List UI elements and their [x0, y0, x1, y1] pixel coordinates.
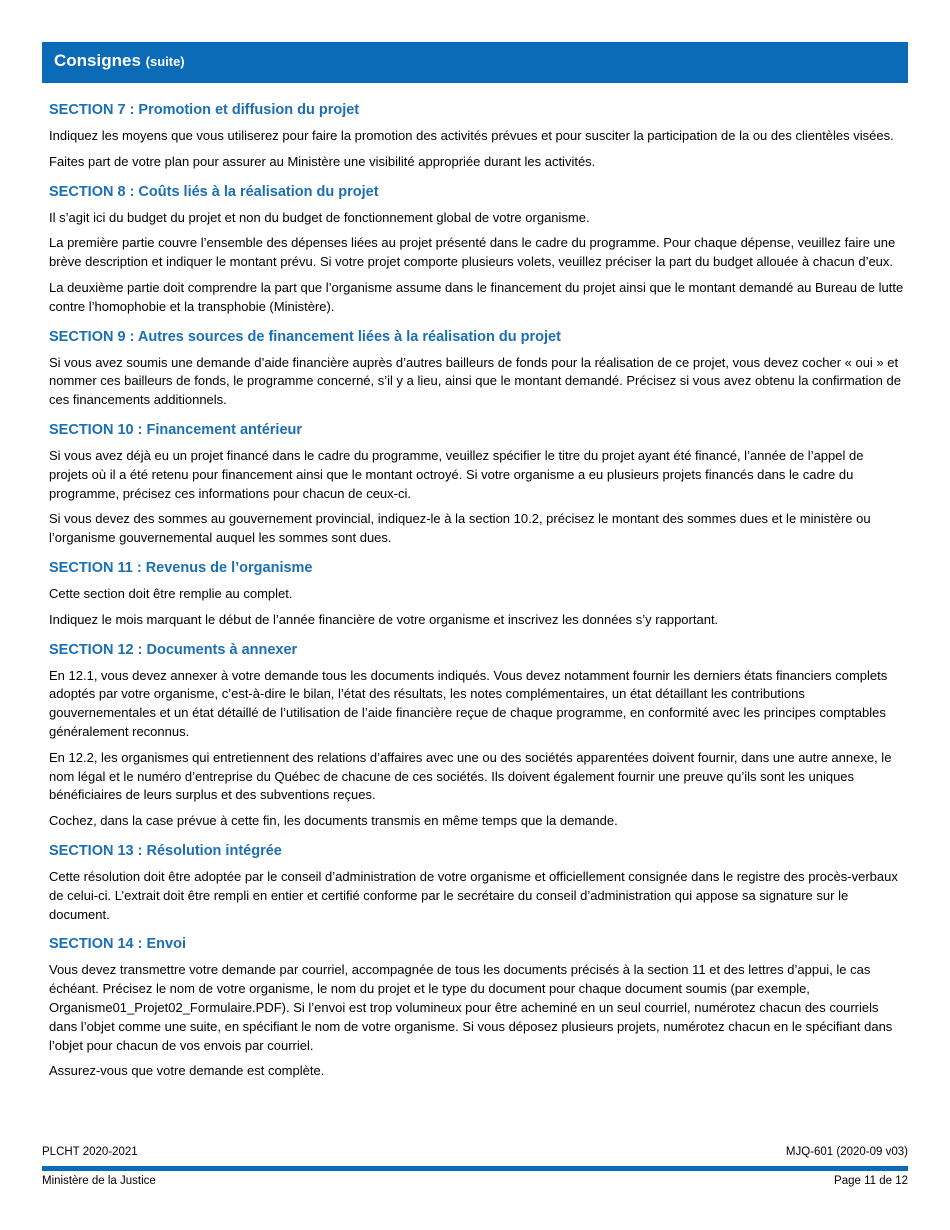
section-14 — [49, 934, 905, 1081]
section-7 — [49, 100, 905, 172]
section-heading: SECTION 7 : Promotion et diffusion du projet — [49, 102, 360, 118]
section-paragraph: Assurez-vous que votre demande est complète. — [49, 1063, 325, 1079]
section-paragraph: Cochez, dans la case prévue à cette fin, les documents transmis en même temps que la demande. — [49, 813, 618, 829]
section-paragraph: La deuxième partie doit comprendre la part que l’organisme assume dans le financement du projet ainsi que le montant demandé au Bureau de lutte contre l’homophobie et la transphobie (Ministère). — [49, 279, 904, 314]
section-heading: SECTION 9 : Autres sources de financement liées à la réalisation du projet — [49, 328, 561, 345]
section-paragraph: Faites part de votre plan pour assurer au Ministère une visibilité appropriée durant les activités. — [49, 153, 596, 169]
section-paragraph: Si vous devez des sommes au gouvernement provincial, indiquez-le à la section 10.2, précisez le montant des sommes dues et le ministère ou l’organisme gouvernemental auquel les sommes sont dues. — [49, 511, 871, 546]
section-paragraph: Cette section doit être remplie au complet. — [49, 585, 293, 601]
footer-ministry: Ministère de la Justice — [42, 1175, 156, 1187]
section-paragraph: Indiquez les moyens que vous utiliserez pour faire la promotion des activités prévues et pour susciter la participation de la ou des clientèles visées. — [49, 128, 894, 143]
section-paragraph: Cette résolution doit être adoptée par le conseil d’administration de votre organisme et officiellement consignée dans le registre des procès-verbaux de celui-ci. L’extrait doit être rempli en entier et certifié conforme par le secrétaire du conseil d’administration qui appose sa signature sur le document. — [49, 868, 898, 922]
section-9 — [49, 327, 905, 410]
page-banner — [42, 42, 908, 83]
banner-title-suffix: (suite) — [145, 54, 185, 69]
section-12 — [49, 640, 905, 831]
section-paragraph: En 12.2, les organismes qui entretiennent des relations d’affaires avec une ou des sociétés apparentées doivent fournir, dans une autre annexe, le nom légal et le numéro d’entreprise du Québec de chacune de ces sociétés. Ils doivent également fournir une preuve qu’ils sont les uniques bénéficiaires de leurs surplus et des subventions reçues. — [49, 749, 892, 803]
section-8 — [49, 182, 905, 317]
section-paragraph: La première partie couvre l’ensemble des dépenses liées au projet présenté dans le cadre du programme. Pour chaque dépense, veuillez faire une brève description et indiquer le montant prévu. Si votre projet comporte plusieurs volets, veuillez préciser la part du budget allouée à chacun d’eux. — [49, 235, 896, 270]
section-paragraph: Indiquez le mois marquant le début de l’année financière de votre organisme et inscrivez les données s’y rapportant. — [49, 611, 719, 627]
footer-page-number: Page 11 de 12 — [834, 1175, 908, 1187]
section-11 — [49, 558, 905, 630]
footer-rule — [42, 1166, 908, 1171]
section-heading: SECTION 13 : Résolution intégrée — [49, 842, 282, 859]
banner-title-text: Consignes — [54, 51, 141, 70]
section-paragraph: En 12.1, vous devez annexer à votre demande tous les documents indiqués. Vous devez notamment fournir les derniers états financiers complets adoptés par votre organisme, c’est-à-dire le bilan, l’état des résultats, les notes complémentaires, un état détaillant les contributions gouvernementales et un état détaillé de l’utilisation de l’aide financière reçue de chaque programme, en conformité avec les principes comptables généralement reconnus. — [49, 667, 888, 739]
section-10 — [49, 420, 905, 548]
section-heading: SECTION 11 : Revenus de l’organisme — [49, 559, 313, 576]
section-paragraph: Vous devez transmettre votre demande par courriel, accompagnée de tous les documents précisés à la section 11 et des lettres d’appui, le cas échéant. Précisez le nom de votre organisme, le nom du projet et le type du document pour chaque document soumis (par exemple, Organisme01_Projet02_Formulaire.PDF). Si l’envoi est trop volumineux pour être acheminé en un seul courriel, numérotez chacun des courriels dans l’objet comme une suite, en spécifiant le nom de votre organisme. Si vous déposez plusieurs projets, numérotez chacun en le spécifiant dans l’objet pour chacun de vos envois par courriel. — [49, 962, 893, 1053]
document-body — [49, 100, 905, 1091]
banner-title — [54, 51, 185, 71]
section-heading: SECTION 8 : Coûts liés à la réalisation du projet — [49, 183, 379, 200]
footer-bottom — [42, 1175, 908, 1191]
section-paragraph: Il s’agit ici du budget du projet et non du budget de fonctionnement global de votre organisme. — [49, 209, 590, 225]
section-heading: SECTION 14 : Envoi — [49, 936, 186, 953]
section-13 — [49, 841, 905, 924]
section-heading: SECTION 10 : Financement antérieur — [49, 421, 303, 438]
footer-form-code: MJQ-601 (2020-09 v03) — [785, 1146, 908, 1158]
footer-program: PLCHT 2020-2021 — [42, 1146, 138, 1158]
section-paragraph: Si vous avez déjà eu un projet financé dans le cadre du programme, veuillez spécifier le titre du projet ayant été financé, l’année de l’appel de projets où il a été retenu pour financement ainsi que le montant octroyé. Si votre organisme a eu plusieurs projets financés dans le cadre du programme, précisez ces informations pour chacun de ceux-ci. — [49, 447, 864, 501]
footer-top — [42, 1146, 908, 1162]
section-heading: SECTION 12 : Documents à annexer — [49, 641, 298, 658]
section-paragraph: Si vous avez soumis une demande d’aide financière auprès d’autres bailleurs de fonds pour la réalisation de ce projet, vous devez cocher « oui » et nommer ces bailleurs de fonds, le programme concerné, s’il y a lieu, ainsi que le montant demandé. Précisez si vous avez obtenu la confirmation de ces financements additionnels. — [49, 354, 901, 408]
